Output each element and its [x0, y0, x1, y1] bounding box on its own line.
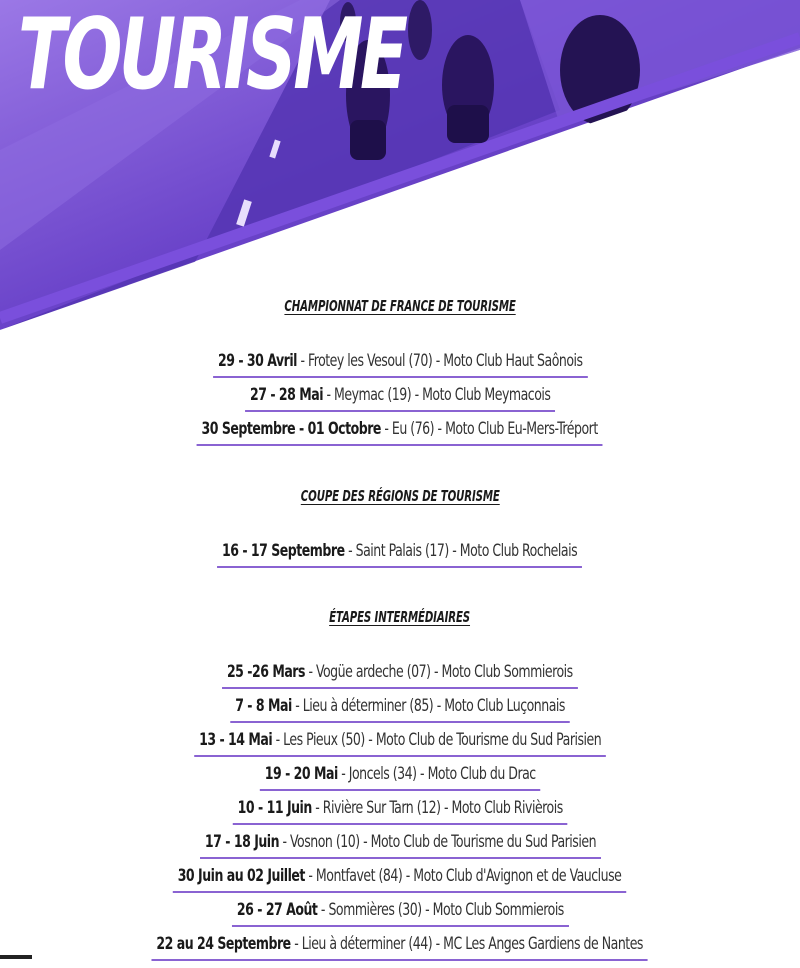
event-details: - Lieu à déterminer (85) - Moto Club Luçonnais [291, 696, 565, 716]
section-title: ÉTAPES INTERMÉDIAIRES [329, 608, 471, 626]
event-date: 13 - 14 Mai [198, 730, 272, 750]
event-details: - Eu (76) - Moto Club Eu-Mers-Tréport [381, 419, 599, 439]
event-details: - Lieu à déterminer (44) - MC Les Anges Gardiens de Nantes [291, 934, 644, 954]
event-details: - Vosnon (10) - Moto Club de Tourisme du Sud Parisien [278, 832, 596, 852]
page-title: TOURISME [18, 0, 405, 112]
event-date: 30 Juin au 02 Juillet [178, 866, 306, 886]
event-row [0, 764, 800, 798]
section-title: CHAMPIONNAT DE FRANCE DE TOURISME [284, 297, 516, 315]
event-row [0, 696, 800, 730]
event-date: 10 - 11 Juin [237, 798, 312, 818]
corner-mark [0, 955, 32, 959]
event-row [0, 866, 800, 900]
event-details: - Montfavet (84) - Moto Club d'Avignon et de Vaucluse [305, 866, 622, 886]
event-row [0, 662, 800, 696]
event-date: 25 -26 Mars [227, 662, 306, 682]
event-details: - Rivière Sur Tarn (12) - Moto Club Rivièrois [311, 798, 563, 818]
event-details: - Les Pieux (50) - Moto Club de Tourisme du Sud Parisien [271, 730, 602, 750]
event-date: 17 - 18 Juin [204, 832, 279, 852]
event-date: 26 - 27 Août [236, 900, 318, 920]
event-row [0, 730, 800, 764]
event-row [0, 934, 800, 968]
section-etapes [0, 607, 800, 968]
hero-banner [0, 0, 800, 330]
event-row [0, 900, 800, 934]
event-date: 7 - 8 Mai [235, 696, 292, 716]
event-date: 19 - 20 Mai [264, 764, 338, 784]
event-date: 27 - 28 Mai [249, 385, 323, 405]
event-row [0, 419, 800, 453]
event-row [0, 351, 800, 385]
section-coupe-regions [0, 486, 800, 575]
event-details: - Vogüe ardeche (07) - Moto Club Sommierois [305, 662, 573, 682]
event-details: - Saint Palais (17) - Moto Club Rochelais [345, 541, 578, 561]
event-details: - Meymac (19) - Moto Club Meymacois [322, 385, 551, 405]
section-championnat [0, 296, 800, 453]
event-row [0, 385, 800, 419]
event-date: 29 - 30 Avril [217, 351, 297, 371]
event-details: - Sommières (30) - Moto Club Sommierois [317, 900, 564, 920]
section-title: COUPE DES RÉGIONS DE TOURISME [300, 487, 500, 505]
event-row [0, 798, 800, 832]
event-details: - Joncels (34) - Moto Club du Drac [337, 764, 536, 784]
event-date: 22 au 24 Septembre [156, 934, 292, 954]
event-row [0, 541, 800, 575]
event-row [0, 832, 800, 866]
event-date: 16 - 17 Septembre [222, 541, 346, 561]
event-details: - Frotey les Vesoul (70) - Moto Club Haut Saônois [296, 351, 583, 371]
event-date: 30 Septembre - 01 Octobre [201, 419, 382, 439]
